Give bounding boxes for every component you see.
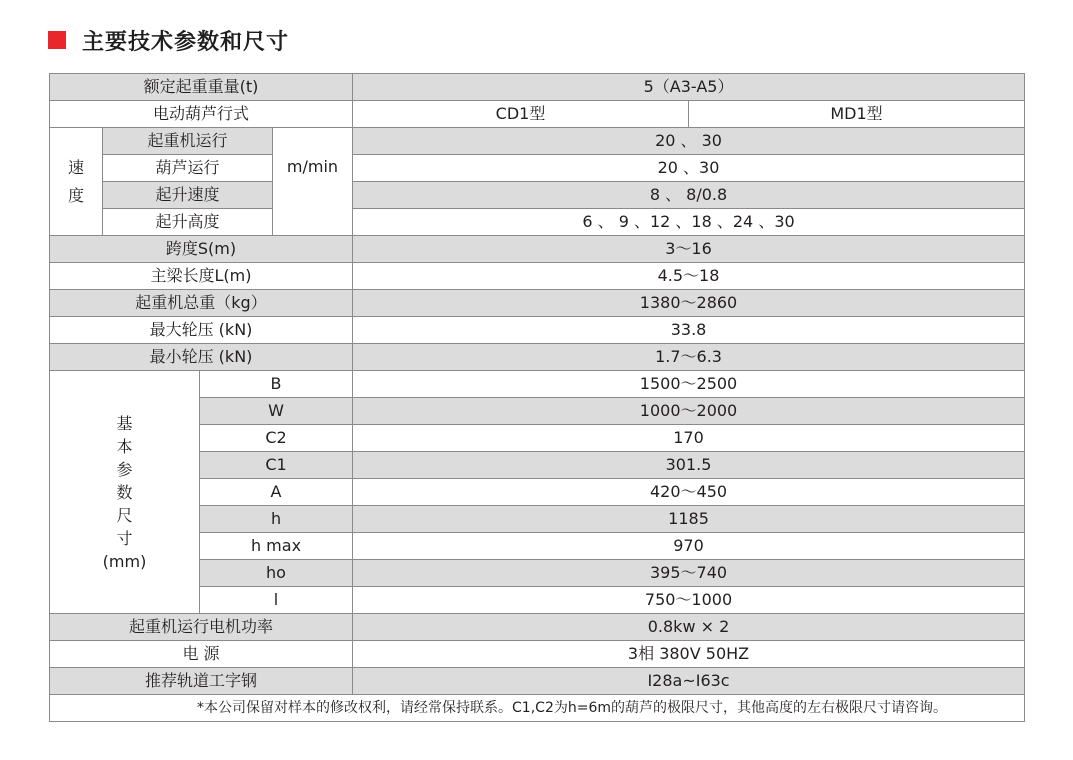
dim-value: 750～1000 (353, 587, 1025, 614)
table-row (50, 128, 1025, 155)
row-label: 起升速度 (103, 182, 273, 209)
dim-label: h (200, 506, 353, 533)
dim-value: 1500～2500 (353, 371, 1025, 398)
dims-char: 尺 (116, 505, 133, 525)
dim-value: 301.5 (353, 452, 1025, 479)
row-label: 起重机运行电机功率 (50, 614, 353, 641)
row-value-cd1: CD1型 (353, 101, 689, 128)
dims-group-label (50, 371, 200, 614)
dim-label: ho (200, 560, 353, 587)
table-row (50, 641, 1025, 668)
spec-table (49, 73, 1025, 722)
dim-value: 1000～2000 (353, 398, 1025, 425)
row-label: 最大轮压 (kN) (50, 317, 353, 344)
row-value: 0.8kw × 2 (353, 614, 1025, 641)
table-row (50, 290, 1025, 317)
dim-label: B (200, 371, 353, 398)
dims-char: 基 (116, 413, 133, 433)
dim-label: l (200, 587, 353, 614)
speed-char-1: 速度 (67, 157, 84, 205)
dims-unit: (mm) (102, 551, 147, 571)
dim-label: W (200, 398, 353, 425)
table-row (50, 209, 1025, 236)
table-row (50, 182, 1025, 209)
row-label: 电 源 (50, 641, 353, 668)
row-value: I28a~I63c (353, 668, 1025, 695)
dim-value: 395～740 (353, 560, 1025, 587)
table-row (50, 236, 1025, 263)
dims-group-text (103, 412, 147, 573)
row-label: 起重机运行 (103, 128, 273, 155)
row-value: 20 、 30 (353, 128, 1025, 155)
dim-value: 170 (353, 425, 1025, 452)
dim-label: C1 (200, 452, 353, 479)
dims-char: 数 (116, 482, 133, 502)
dims-char: 参 (116, 459, 133, 479)
table-row (50, 317, 1025, 344)
table-row (50, 155, 1025, 182)
table-row (50, 344, 1025, 371)
row-label: 起升高度 (103, 209, 273, 236)
row-label: 电动葫芦行式 (50, 101, 353, 128)
row-label: 推荐轨道工字钢 (50, 668, 353, 695)
dim-value: 970 (353, 533, 1025, 560)
row-value-md1: MD1型 (689, 101, 1025, 128)
row-value: 8 、 8/0.8 (353, 182, 1025, 209)
row-value: 1380～2860 (353, 290, 1025, 317)
speed-group-label (50, 128, 103, 236)
dim-label: h max (200, 533, 353, 560)
table-row (50, 371, 1025, 398)
table-row (50, 263, 1025, 290)
row-label: 主梁长度L(m) (50, 263, 353, 290)
table-row (50, 668, 1025, 695)
dims-char: 寸 (116, 528, 133, 548)
table-row (50, 101, 1025, 128)
dim-label: C2 (200, 425, 353, 452)
row-value: 6 、 9 、12 、18 、24 、30 (353, 209, 1025, 236)
row-label: 起重机总重（kg） (50, 290, 353, 317)
red-square-icon (48, 31, 66, 49)
row-label: 葫芦运行 (103, 155, 273, 182)
table-row (50, 614, 1025, 641)
row-value: 33.8 (353, 317, 1025, 344)
dim-label: A (200, 479, 353, 506)
speed-group-text (67, 154, 85, 210)
table-row (50, 74, 1025, 101)
speed-unit: m/min (273, 128, 353, 236)
row-value: 4.5～18 (353, 263, 1025, 290)
row-label: 额定起重重量(t) (50, 74, 353, 101)
row-value: 20 、30 (353, 155, 1025, 182)
row-value: 1.7～6.3 (353, 344, 1025, 371)
dim-value: 1185 (353, 506, 1025, 533)
table-row (50, 695, 1025, 722)
dim-value: 420～450 (353, 479, 1025, 506)
row-value: 3～16 (353, 236, 1025, 263)
footnote: *本公司保留对样本的修改权利，请经常保持联系。C1,C2为h=6m的葫芦的极限尺寸，其他高度的左右极限尺寸请咨询。 (50, 695, 1025, 722)
row-label: 最小轮压 (kN) (50, 344, 353, 371)
section-header (48, 26, 289, 54)
row-value: 5（A3-A5） (353, 74, 1025, 101)
row-label: 跨度S(m) (50, 236, 353, 263)
page-title: 主要技术参数和尺寸 (82, 29, 290, 55)
row-value: 3相 380V 50HZ (353, 641, 1025, 668)
dims-char: 本 (116, 436, 133, 456)
